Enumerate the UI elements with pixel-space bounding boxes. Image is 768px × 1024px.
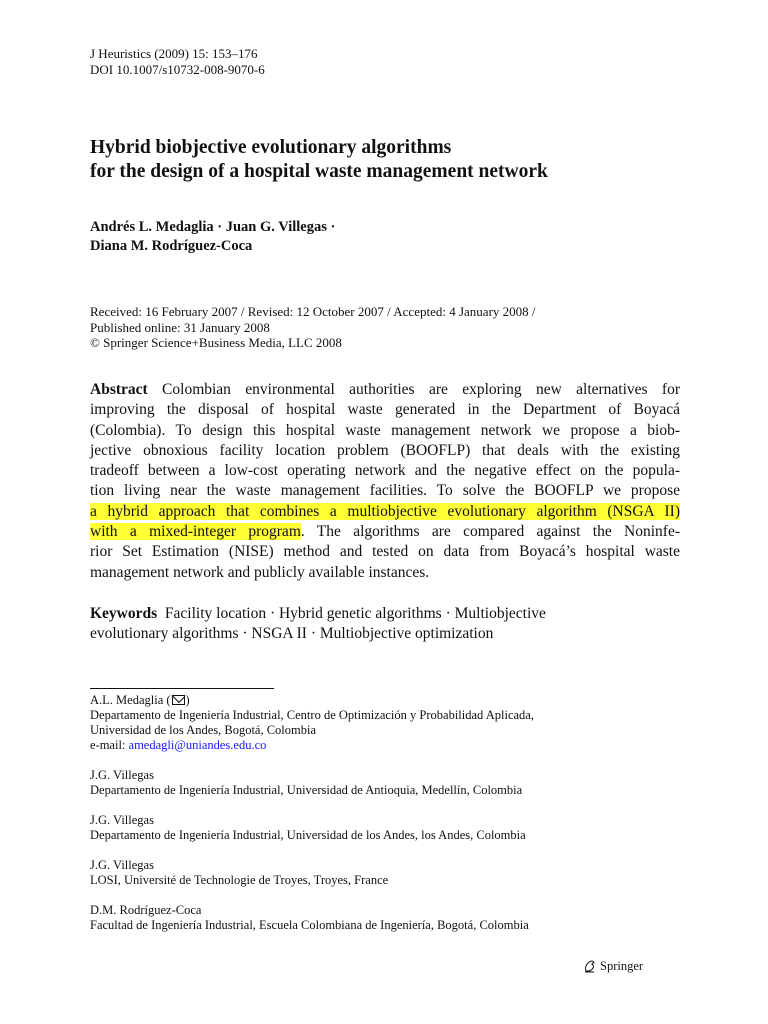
title-line-1: Hybrid biobjective evolutionary algorithms bbox=[90, 137, 452, 158]
abstract-line: tradeoff between a low-cost operating network and the negative effect on the popula- bbox=[90, 462, 680, 480]
affiliations bbox=[90, 693, 534, 948]
abstract bbox=[90, 380, 680, 583]
affiliation-dept: LOSI, Université de Technologie de Troyes, Troyes, France bbox=[90, 873, 389, 887]
affiliation-name: J.G. Villegas bbox=[90, 768, 154, 782]
journal-info bbox=[90, 46, 265, 78]
affiliation-name: A.L. Medaglia ( ) bbox=[90, 693, 190, 707]
affiliation-medaglia bbox=[90, 693, 534, 753]
affiliation-villegas-2 bbox=[90, 813, 534, 843]
abstract-label: Abstract bbox=[90, 381, 148, 398]
dates-line-1: Received: 16 February 2007 / Revised: 12 October 2007 / Accepted: 4 January 2008 / bbox=[90, 304, 536, 319]
keywords bbox=[90, 604, 546, 645]
footnote-divider bbox=[90, 688, 274, 689]
highlighted-text[interactable]: with a mixed-integer program bbox=[90, 523, 301, 541]
affiliation-dept: Facultad de Ingeniería Industrial, Escuela Colombiana de Ingeniería, Bogotá, Colombia bbox=[90, 918, 529, 932]
publication-dates bbox=[90, 304, 536, 351]
abstract-line bbox=[90, 522, 680, 542]
abstract-line: improving the disposal of hospital waste generated in the Department of Boyacá bbox=[90, 401, 680, 419]
abstract-line: management network and publicly available instances. bbox=[90, 563, 430, 581]
authors-line-1: Andrés L. Medaglia · Juan G. Villegas · bbox=[90, 219, 336, 235]
highlighted-text[interactable]: a hybrid approach that combines a multiobjective evolutionary algorithm (NSGA II) bbox=[90, 502, 680, 520]
affiliation-name: J.G. Villegas bbox=[90, 858, 154, 872]
publisher-name: Springer bbox=[600, 959, 644, 973]
affiliation-name: J.G. Villegas bbox=[90, 813, 154, 827]
abstract-line: jective obnoxious facility location problem (BOOFLP) that deals with the existing bbox=[90, 441, 680, 459]
keywords-label: Keywords bbox=[90, 605, 158, 622]
affiliation-email-line: e-mail: amedagli@uniandes.edu.co bbox=[90, 738, 267, 752]
affiliation-rodriguez bbox=[90, 903, 534, 933]
affiliation-dept: Departamento de Ingeniería Industrial, Centro de Optimización y Probabilidad Aplicada, bbox=[90, 708, 534, 722]
journal-doi: DOI 10.1007/s10732-008-9070-6 bbox=[90, 62, 265, 77]
authors-line-2: Diana M. Rodríguez-Coca bbox=[90, 238, 253, 254]
author-list bbox=[90, 218, 335, 256]
springer-horse-icon bbox=[583, 959, 596, 973]
affiliation-inst: Universidad de los Andes, Bogotá, Colombia bbox=[90, 723, 317, 737]
keywords-line-1 bbox=[90, 604, 546, 624]
abstract-line: tion living near the waste management facilities. To solve the BOOFLP we propose bbox=[90, 482, 680, 500]
keywords-line-2: evolutionary algorithms · NSGA II · Multiobjective optimization bbox=[90, 625, 494, 643]
journal-citation: J Heuristics (2009) 15: 153–176 bbox=[90, 46, 258, 61]
affiliation-dept: Departamento de Ingeniería Industrial, Universidad de Antioquia, Medellín, Colombia bbox=[90, 783, 523, 797]
abstract-line bbox=[90, 502, 680, 522]
title-line-2: for the design of a hospital waste management network bbox=[90, 161, 548, 182]
abstract-line: rior Set Estimation (NISE) method and tested on data from Boyacá’s hospital waste bbox=[90, 543, 680, 561]
abstract-text: Colombian environmental authorities are exploring new alternatives for bbox=[162, 381, 680, 398]
abstract-line: (Colombia). To design this hospital waste management network we propose a biob- bbox=[90, 421, 680, 439]
paper-title bbox=[90, 136, 548, 184]
publisher-logo bbox=[583, 958, 643, 974]
envelope-icon bbox=[172, 695, 185, 705]
affiliation-name: D.M. Rodríguez-Coca bbox=[90, 903, 202, 917]
affiliation-villegas-1 bbox=[90, 768, 534, 798]
affiliation-dept: Departamento de Ingeniería Industrial, Universidad de los Andes, los Andes, Colombia bbox=[90, 828, 526, 842]
affiliation-villegas-3 bbox=[90, 858, 534, 888]
email-link[interactable]: amedagli@uniandes.edu.co bbox=[128, 738, 267, 752]
abstract-line bbox=[90, 380, 680, 400]
copyright-line: © Springer Science+Business Media, LLC 2008 bbox=[90, 335, 342, 350]
dates-line-2: Published online: 31 January 2008 bbox=[90, 319, 270, 335]
abstract-text: . The algorithms are compared against the Noninfe- bbox=[300, 523, 680, 541]
keywords-text: Facility location · Hybrid genetic algorithms · Multiobjective bbox=[164, 605, 546, 622]
